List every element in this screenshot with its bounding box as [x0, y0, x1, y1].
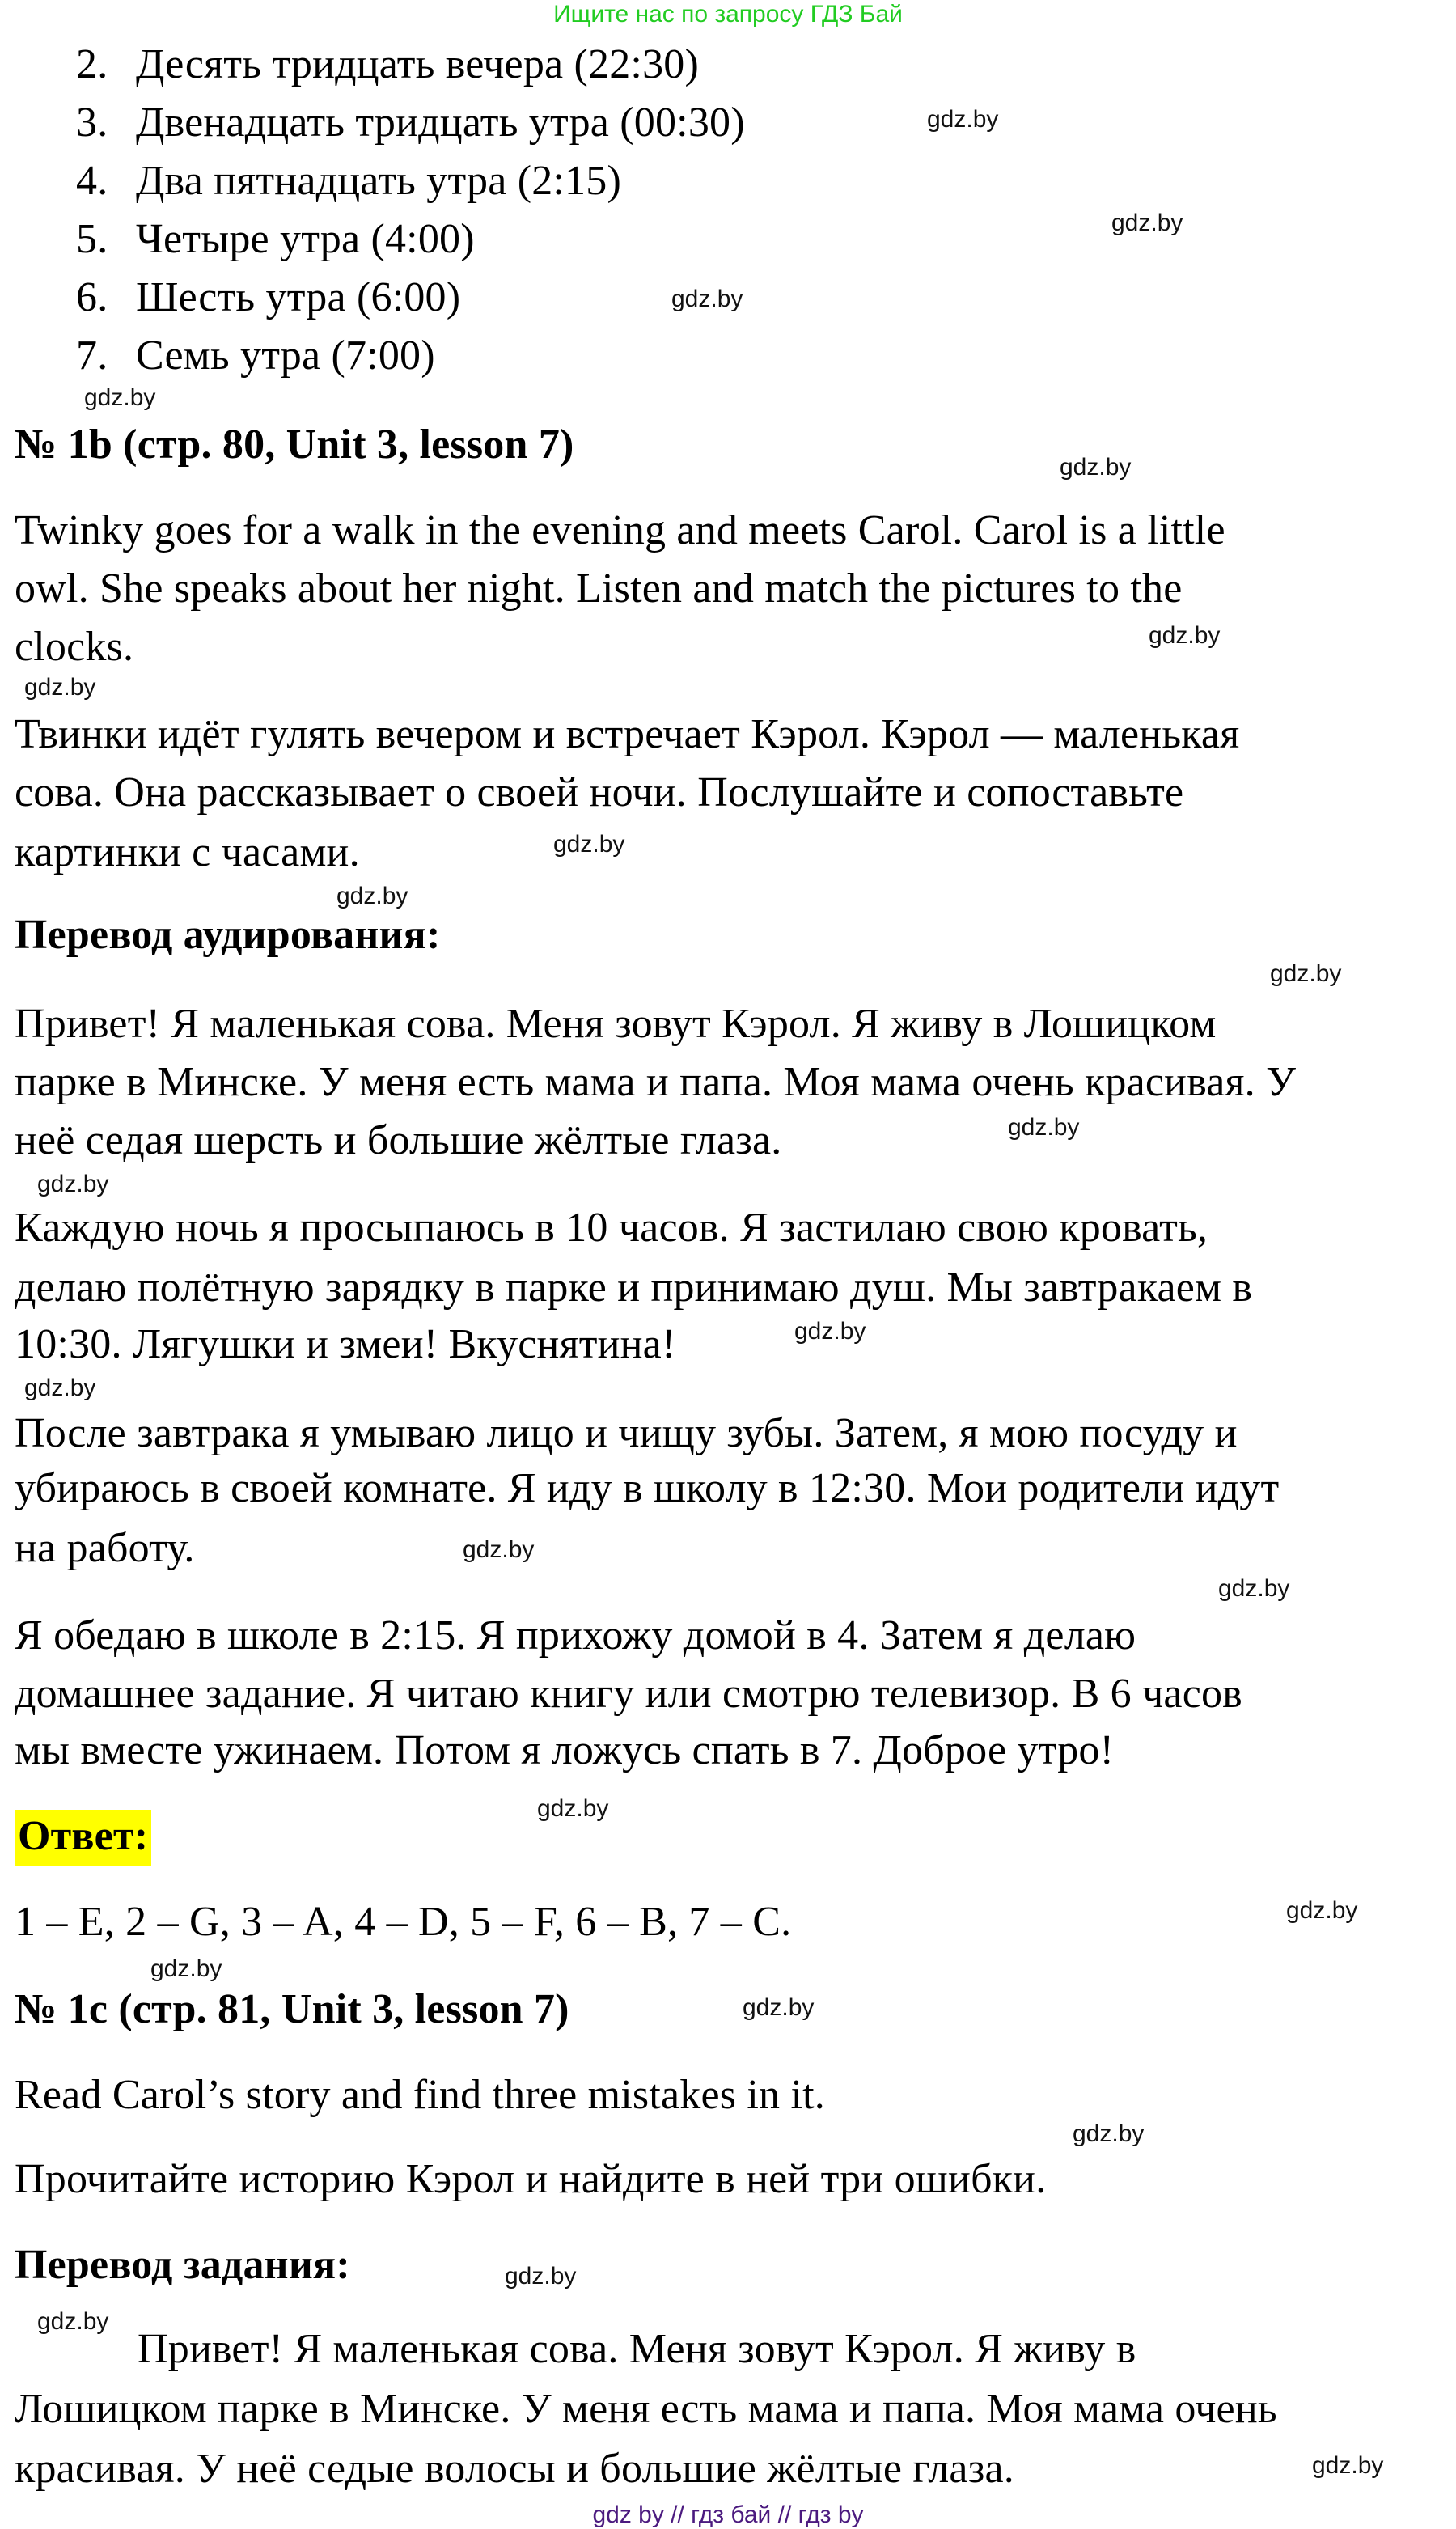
watermark: gdz.by [336, 883, 408, 909]
paragraph-line: красивая. У неё седые волосы и большие жёлтые глаза. [15, 2446, 1014, 2492]
list-number: 2. [76, 41, 108, 87]
list-item [0, 152, 809, 210]
watermark: gdz.by [505, 2263, 577, 2290]
paragraph-line: домашнее задание. Я читаю книгу или смотрю телевизор. В 6 часов [15, 1671, 1242, 1717]
list-text: Четыре утра (4:00) [136, 216, 475, 262]
list-number: 3. [76, 100, 108, 146]
answer-highlight: Ответ: [15, 1810, 151, 1866]
watermark: gdz.by [150, 1955, 222, 1982]
list-item [0, 210, 809, 269]
list-number: 4. [76, 158, 108, 204]
listening-translation-heading: Перевод аудирования: [15, 912, 441, 958]
paragraph-line: мы вместе ужинаем. Потом я ложусь спать в 7. Доброе утро! [15, 1727, 1115, 1773]
list-text: Шесть утра (6:00) [136, 274, 461, 320]
paragraph-line: Я обедаю в школе в 2:15. Я прихожу домой в 4. Затем я делаю [15, 1612, 1136, 1658]
task-ru-line: сова. Она рассказывает о своей ночи. Послушайте и сопоставьте [15, 769, 1184, 815]
watermark: gdz.by [37, 1171, 109, 1197]
list-text: Десять тридцать вечера (22:30) [136, 41, 699, 87]
paragraph-line: парке в Минске. У меня есть мама и папа. Моя мама очень красивая. У [15, 1059, 1297, 1105]
answer-label [15, 1807, 151, 1866]
watermark: gdz.by [927, 106, 999, 133]
list-item [0, 94, 809, 152]
watermark: gdz.by [671, 286, 743, 312]
watermark: gdz.by [743, 1994, 815, 2021]
paragraph-line: Привет! Я маленькая сова. Меня зовут Кэрол. Я живу в [138, 2326, 1136, 2372]
watermark: gdz.by [553, 831, 625, 858]
watermark: gdz.by [1286, 1897, 1358, 1924]
watermark: gdz.by [1218, 1575, 1290, 1602]
list-number: 6. [76, 274, 108, 320]
list-text: Два пятнадцать утра (2:15) [136, 158, 621, 204]
footer-links[interactable]: gdz by // гдз бай // гдз by [592, 2501, 864, 2528]
answer-text: 1 – E, 2 – G, 3 – A, 4 – D, 5 – F, 6 – B, 7 – C. [15, 1899, 792, 1945]
watermark: gdz.by [84, 384, 156, 411]
exercise-1c-heading: № 1c (стр. 81, Unit 3, lesson 7) [15, 1986, 569, 2032]
task-en-line: owl. She speaks about her night. Listen and match the pictures to the [15, 566, 1183, 612]
list-text: Двенадцать тридцать утра (00:30) [136, 100, 745, 146]
paragraph-line: на работу. [15, 1525, 195, 1571]
list-number: 7. [76, 333, 108, 379]
list-item [0, 36, 809, 94]
watermark: gdz.by [1312, 2452, 1384, 2479]
watermark: gdz.by [463, 1536, 535, 1563]
paragraph-line: убираюсь в своей комнате. Я иду в школу в 12:30. Мои родители идут [15, 1465, 1280, 1511]
watermark: gdz.by [1008, 1114, 1080, 1141]
task-translation-heading: Перевод задания: [15, 2242, 350, 2288]
search-banner[interactable]: Ищите нас по запросу ГДЗ Бай [553, 1, 903, 28]
watermark: gdz.by [1270, 960, 1342, 987]
watermark: gdz.by [1073, 2120, 1145, 2147]
paragraph-line: неё седая шерсть и большие жёлтые глаза. [15, 1117, 782, 1163]
paragraph-line: Каждую ночь я просыпаюсь в 10 часов. Я застилаю свою кровать, [15, 1205, 1208, 1251]
list-number: 5. [76, 216, 108, 262]
watermark: gdz.by [1060, 454, 1132, 481]
watermark: gdz.by [24, 1375, 96, 1401]
watermark: gdz.by [24, 674, 96, 701]
task-ru-line: Прочитайте историю Кэрол и найдите в ней три ошибки. [15, 2156, 1047, 2202]
task-ru-line: Твинки идёт гулять вечером и встречает Кэрол. Кэрол — маленькая [15, 711, 1240, 757]
watermark: gdz.by [537, 1795, 609, 1822]
watermark: gdz.by [1149, 622, 1221, 649]
watermark: gdz.by [794, 1318, 866, 1345]
task-en-line: Read Carol’s story and find three mistakes in it. [15, 2072, 825, 2118]
task-en-line: clocks. [15, 624, 134, 670]
exercise-1b-heading: № 1b (стр. 80, Unit 3, lesson 7) [15, 422, 574, 468]
task-ru-line: картинки с часами. [15, 829, 360, 875]
paragraph-line: После завтрака я умываю лицо и чищу зубы. Затем, я мою посуду и [15, 1410, 1238, 1456]
watermark: gdz.by [1111, 210, 1183, 236]
task-en-line: Twinky goes for a walk in the evening and meets Carol. Carol is a little [15, 507, 1225, 553]
paragraph-line: Лошицком парке в Минске. У меня есть мама и папа. Моя мама очень [15, 2386, 1277, 2432]
paragraph-line: 10:30. Лягушки и змеи! Вкуснятина! [15, 1321, 676, 1367]
watermark: gdz.by [37, 2308, 109, 2335]
paragraph-line: Привет! Я маленькая сова. Меня зовут Кэрол. Я живу в Лошицком [15, 1001, 1217, 1047]
paragraph-line: делаю полётную зарядку в парке и принимаю душ. Мы завтракаем в [15, 1264, 1253, 1311]
list-text: Семь утра (7:00) [136, 333, 435, 379]
list-item [0, 327, 809, 385]
